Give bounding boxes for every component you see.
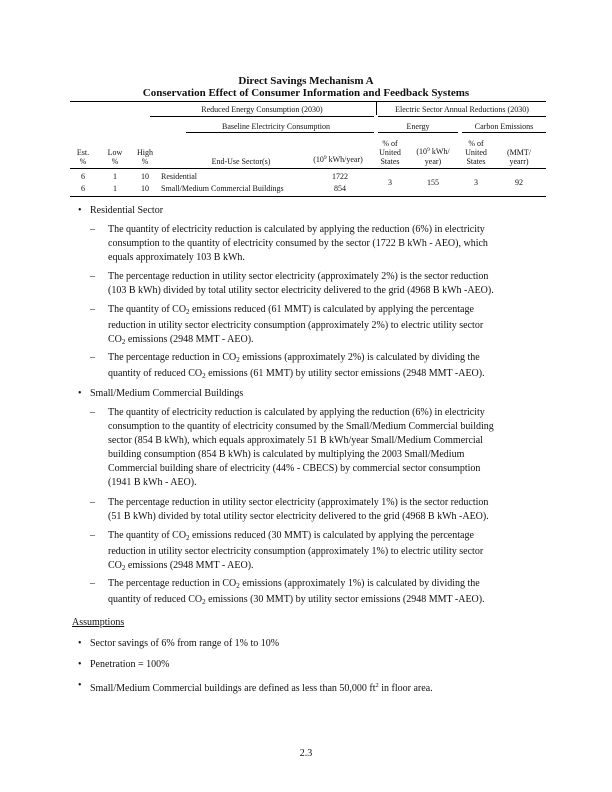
dash-icon: – <box>90 352 95 363</box>
bullet-icon: • <box>78 680 82 691</box>
header-bottom-rule <box>70 168 546 169</box>
dash-icon: – <box>90 271 95 282</box>
assumption-3: Small/Medium Commercial buildings are defined as less than 50,000 $ft^2$ in floor area. <box>90 682 433 694</box>
residential-para-2: The percentage reduction in utility sector electricity (approximately 2%) is the sector reduction (103 B kWh) divided by total utility sector electricity delivered to the grid (4968 B kWh -AEO). <box>108 271 494 296</box>
merged-pct-us2: 3 <box>474 178 478 187</box>
title-line-2: Conservation Effect of Consumer Information and Feedback Systems <box>142 87 470 99</box>
dash-icon: – <box>90 578 95 589</box>
assumptions-heading: Assumptions <box>72 617 125 628</box>
col-high-line2: % <box>141 157 149 166</box>
residential-para-1: The quantity of electricity reduction is calculated by applying the reduction (6%) in electricity consumption to the quantity of electricity consumed by the sector (1722 B kWh - AEO), which equals approximately 103 B kWh. <box>108 224 488 263</box>
commercial-para-1: The quantity of electricity reduction is calculated by applying the reduction (6%) in electricity consumption to the quantity of electricity consumed by the Small/Medium Commercial building sector (854 B kWh), which equals approximately 51 B kWh/year Small/Medium Commercial building consumption (854 B kWh) is calculated by multiplying the 2003 Small/Medium Commercial building share of electricity (44% - CBECS) by commercial sector consumption (1941 B kWh - AEO). <box>108 407 494 488</box>
energy-rule <box>378 132 458 133</box>
commercial-para-4: The percentage reduction in $CO_2$ emissions (approximately 1%) is calculated by dividing the quantity of reduced $CO_2$ emissions (30 MMT) by utility sector emissions (2948 MMT -AEO). <box>108 578 485 606</box>
col-sector: End-Use Sector(s) <box>211 157 271 166</box>
col-est-line2: % <box>79 157 87 166</box>
group-header-electric: Electric Sector Annual Reductions (2030) <box>395 105 529 114</box>
group-right-rule <box>378 116 546 117</box>
group-divider <box>376 101 377 115</box>
col-mmt-line2: yearr) <box>509 157 529 166</box>
col-pct-us-line1: % of <box>382 139 398 148</box>
sub-header-baseline: Baseline Electricity Consumption <box>222 122 330 131</box>
dash-icon: – <box>90 224 95 235</box>
col-pct-us2-line1: % of <box>468 139 484 148</box>
bullet-icon: • <box>78 388 82 399</box>
dash-icon: – <box>90 407 95 418</box>
row2-sector: Small/Medium Commercial Buildings <box>161 184 284 193</box>
residential-para-4: The percentage reduction in $CO_2$ emissions (approximately 2%) is calculated by dividing the quantity of reduced $CO_2$ emissions (61 MMT) by utility sector emissions (2948 MMT -AEO). <box>108 352 485 380</box>
group-header-reduced: Reduced Energy Consumption (2030) <box>201 105 323 114</box>
col-energy-kwh-line1: ($10^9$ kWh/ <box>416 147 450 156</box>
merged-pct-us: 3 <box>388 178 392 187</box>
title-line-1: Direct Savings Mechanism A <box>238 75 374 87</box>
row2-low: 1 <box>113 184 117 193</box>
dash-icon: – <box>90 530 95 541</box>
col-est-line1: Est. <box>76 148 90 157</box>
col-pct-us2-line2: United <box>465 148 487 157</box>
col-pct-us-line2: United <box>379 148 401 157</box>
residential-heading: Residential Sector <box>90 205 164 216</box>
col-low-line1: Low <box>107 148 123 157</box>
col-energy-kwh-line2: year) <box>424 157 442 166</box>
col-mmt-line1: (MMT/ <box>507 148 531 157</box>
merged-mmt: 92 <box>515 178 523 187</box>
bullet-icon: • <box>78 638 82 649</box>
page-number: 2.3 <box>299 748 313 759</box>
row1-low: 1 <box>113 172 117 181</box>
row1-est: 6 <box>81 172 85 181</box>
baseline-rule <box>186 132 374 133</box>
bullet-icon: • <box>78 205 82 216</box>
residential-para-3: The quantity of $CO_2$ emissions reduced (61 MMT) is calculated by applying the percentage reduction in utility sector electricity consumption (approximately 2%) to electric utility sector $CO_2$ emissions (2948 MMT - AEO). <box>108 304 484 346</box>
row2-high: 10 <box>141 184 149 193</box>
commercial-para-2: The percentage reduction in utility sector electricity (approximately 1%) is the sector reduction (51 B kWh) divided by total utility sector electricity delivered to the grid (4968 B kWh -AEO). <box>108 497 489 522</box>
carbon-rule <box>462 132 546 133</box>
group-left-rule <box>150 116 374 117</box>
row2-est: 6 <box>81 184 85 193</box>
sub-header-carbon: Carbon Emissions <box>474 122 534 131</box>
sub-header-energy: Energy <box>406 122 430 131</box>
commercial-para-3: The quantity of $CO_2$ emissions reduced (30 MMT) is calculated by applying the percentage reduction in utility sector electricity consumption (approximately 1%) to electric utility sector $CO_2$ emissions (2948 MMT - AEO). <box>108 530 484 572</box>
table-bottom-rule <box>70 196 546 197</box>
col-high-line1: High <box>137 148 153 157</box>
row2-kwh: 854 <box>334 184 346 193</box>
dash-icon: – <box>90 304 95 315</box>
bullet-icon: • <box>78 659 82 670</box>
table-top-rule <box>70 101 546 102</box>
assumption-2: Penetration = 100% <box>90 659 170 670</box>
commercial-heading: Small/Medium Commercial Buildings <box>90 388 244 399</box>
merged-energy: 155 <box>427 178 439 187</box>
dash-icon: – <box>90 497 95 508</box>
col-pct-us2-line3: States <box>466 157 486 166</box>
row1-kwh: 1722 <box>332 172 348 181</box>
col-kwh: ($10^9$ kWh/year) <box>313 155 363 164</box>
assumption-1: Sector savings of 6% from range of 1% to 10% <box>90 638 280 649</box>
row1-high: 10 <box>141 172 149 181</box>
col-pct-us-line3: States <box>380 157 400 166</box>
row1-sector: Residential <box>161 172 197 181</box>
col-low-line2: % <box>111 157 119 166</box>
